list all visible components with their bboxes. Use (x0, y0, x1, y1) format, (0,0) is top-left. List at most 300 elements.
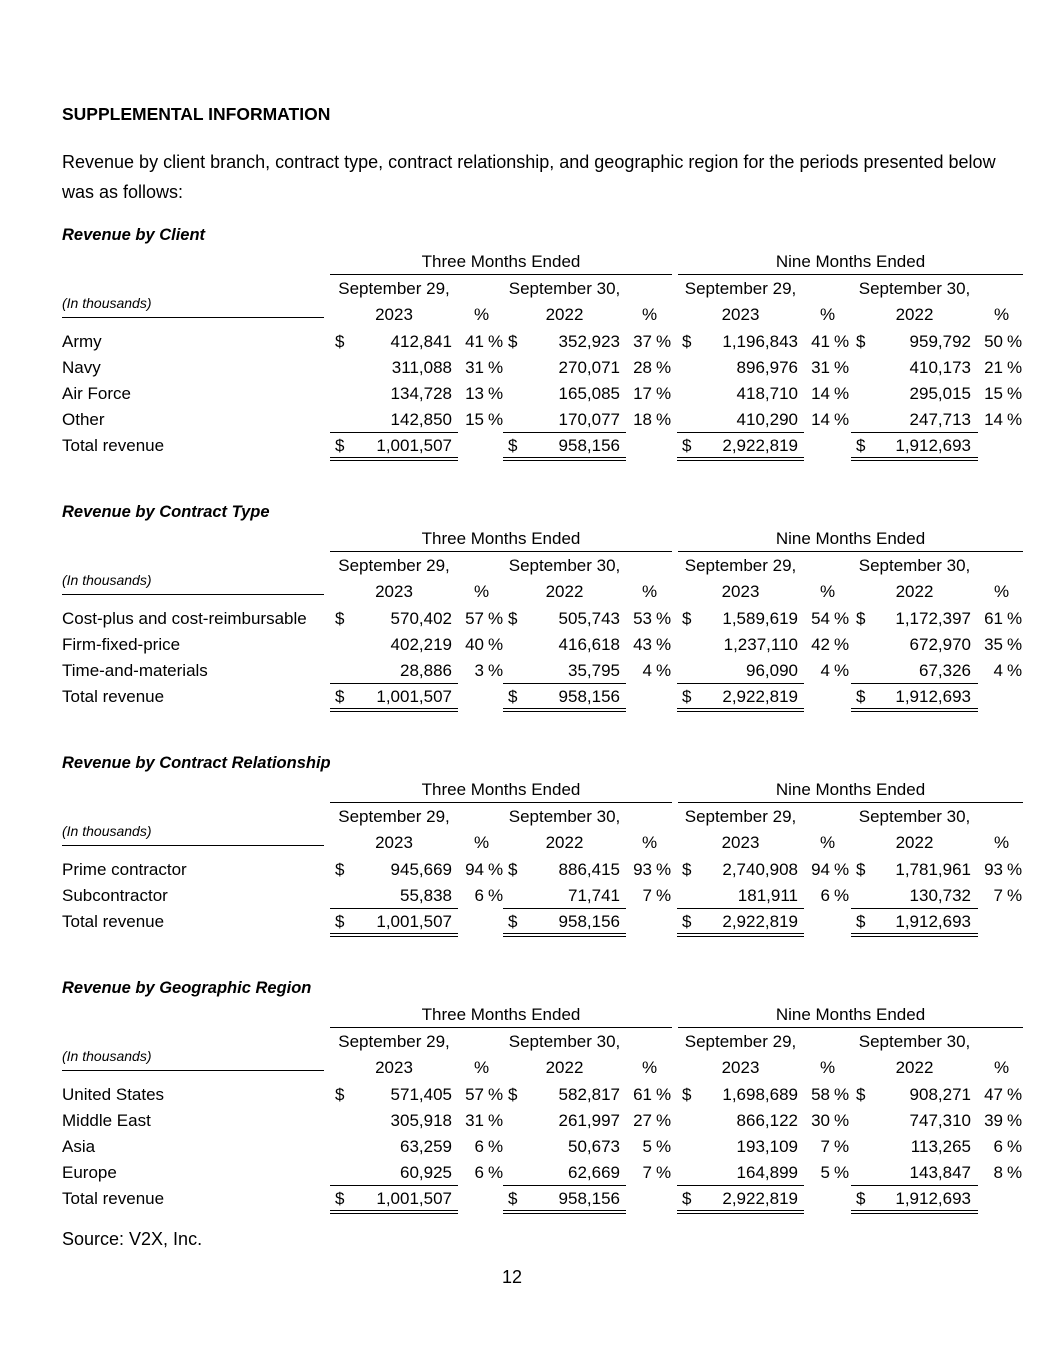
table-row (0, 882, 1055, 908)
amount-cell: 886,415 (558, 860, 620, 879)
total-amount-cell: 1,912,693 (895, 687, 971, 706)
header-year: 2023 (375, 582, 413, 601)
amount-cell: 170,077 (558, 410, 620, 429)
row-label: Time-and-materials (62, 661, 208, 680)
amount-cell: 1,237,110 (723, 635, 798, 654)
amount-cell: 1,196,843 (722, 332, 798, 351)
percent-cell: 6 (474, 1137, 484, 1156)
total-double-rule (677, 457, 804, 461)
total-double-rule (851, 708, 978, 712)
percent-cell: 37 (633, 332, 652, 351)
header-percent: % (474, 1058, 490, 1077)
total-amount-cell: 958,156 (558, 436, 620, 455)
percent-cell: 15 (984, 384, 1003, 403)
percent-cell: 6 (474, 886, 484, 905)
total-top-rule (503, 432, 626, 433)
header-year: 2023 (721, 1058, 760, 1077)
amount-cell: 67,326 (919, 661, 971, 680)
total-row (0, 683, 1055, 709)
total-top-rule (503, 908, 626, 909)
percent-sign: % (1007, 635, 1023, 654)
amount-cell: 866,122 (736, 1111, 798, 1130)
header-date: September 30, (508, 279, 621, 298)
amount-cell: 181,911 (737, 886, 798, 905)
percent-cell: 39 (984, 1111, 1003, 1130)
total-top-rule (330, 1185, 458, 1186)
percent-sign: % (656, 1111, 672, 1130)
total-double-rule (851, 1210, 978, 1214)
amount-cell: 35,795 (568, 661, 620, 680)
row-label: Asia (62, 1137, 96, 1156)
percent-sign: % (834, 1137, 850, 1156)
percent-sign: % (488, 1085, 504, 1104)
total-amount-cell: 1,912,693 (895, 436, 971, 455)
percent-cell: 14 (984, 410, 1003, 429)
table-row (0, 605, 1055, 631)
total-amount-cell: 1,001,507 (376, 1189, 452, 1208)
percent-cell: 6 (993, 1137, 1003, 1156)
percent-sign: % (1007, 886, 1023, 905)
currency-symbol: $ (335, 436, 345, 455)
amount-cell: 402,219 (390, 635, 452, 654)
percent-cell: 94 (811, 860, 830, 879)
percent-sign: % (488, 358, 504, 377)
row-label: Europe (62, 1163, 117, 1182)
amount-cell: 142,850 (390, 410, 452, 429)
percent-sign: % (656, 886, 672, 905)
amount-cell: 247,713 (909, 410, 971, 429)
row-label: United States (62, 1085, 165, 1104)
total-top-rule (677, 683, 804, 684)
row-label: Cost-plus and cost-reimbursable (62, 609, 307, 628)
amount-cell: 165,085 (558, 384, 620, 403)
percent-sign: % (656, 410, 672, 429)
amount-cell: 130,732 (909, 886, 971, 905)
percent-sign: % (656, 358, 672, 377)
percent-sign: % (1007, 1085, 1023, 1104)
amount-cell: 571,405 (390, 1085, 452, 1104)
percent-sign: % (488, 384, 504, 403)
amount-cell: 261,997 (558, 1111, 620, 1130)
amount-cell: 1,172,397 (895, 609, 971, 628)
currency-symbol: $ (682, 609, 692, 628)
header-date: September 29, (684, 807, 797, 826)
percent-sign: % (834, 384, 850, 403)
header-date: September 29, (684, 279, 797, 298)
total-top-rule (851, 908, 978, 909)
amount-cell: 410,173 (909, 358, 971, 377)
amount-cell: 28,886 (400, 661, 452, 680)
header-percent: % (820, 582, 836, 601)
header-date: September 29, (338, 556, 450, 575)
header-date: September 30, (858, 807, 971, 826)
total-amount-cell: 1,912,693 (895, 1189, 971, 1208)
header-percent: % (474, 582, 490, 601)
header-date: September 29, (338, 279, 450, 298)
percent-cell: 35 (984, 635, 1003, 654)
section-title-geographic-region: Revenue by Geographic Region (62, 979, 312, 997)
percent-cell: 6 (474, 1163, 484, 1182)
percent-cell: 21 (984, 358, 1003, 377)
percent-sign: % (1007, 410, 1023, 429)
table-row (0, 856, 1055, 882)
amount-cell: 747,310 (909, 1111, 971, 1130)
currency-symbol: $ (508, 609, 518, 628)
total-top-rule (851, 683, 978, 684)
currency-symbol: $ (508, 912, 518, 931)
amount-cell: 896,976 (736, 358, 798, 377)
percent-cell: 41 (465, 332, 484, 351)
percent-sign: % (1007, 860, 1023, 879)
header-year: 2022 (895, 833, 934, 852)
percent-sign: % (488, 410, 504, 429)
percent-cell: 93 (633, 860, 652, 879)
currency-symbol: $ (682, 860, 692, 879)
amount-cell: 55,838 (400, 886, 452, 905)
header-date: September 30, (858, 1032, 971, 1051)
header-date: September 30, (508, 807, 621, 826)
percent-cell: 53 (633, 609, 652, 628)
total-amount-cell: 2,922,819 (722, 912, 798, 931)
percent-sign: % (656, 384, 672, 403)
table-row (0, 354, 1055, 380)
amount-cell: 410,290 (736, 410, 798, 429)
amount-cell: 505,743 (558, 609, 620, 628)
units-label: (In thousands) (62, 572, 324, 595)
percent-cell: 4 (820, 661, 830, 680)
total-double-rule (330, 933, 458, 937)
header-percent: % (642, 582, 658, 601)
percent-cell: 61 (984, 609, 1003, 628)
header-nine-months-ended: Nine Months Ended (678, 780, 1023, 803)
total-double-rule (503, 457, 626, 461)
header-year: 2022 (895, 582, 934, 601)
currency-symbol: $ (335, 332, 345, 351)
percent-sign: % (488, 860, 504, 879)
total-double-rule (677, 1210, 804, 1214)
currency-symbol: $ (856, 609, 866, 628)
header-nine-months-ended: Nine Months Ended (678, 252, 1023, 275)
total-double-rule (503, 708, 626, 712)
amount-cell: 143,847 (909, 1163, 971, 1182)
percent-sign: % (656, 332, 672, 351)
amount-cell: 672,970 (909, 635, 971, 654)
percent-sign: % (656, 1163, 672, 1182)
currency-symbol: $ (682, 1085, 692, 1104)
header-nine-months-ended: Nine Months Ended (678, 529, 1023, 552)
header-percent: % (994, 582, 1010, 601)
total-top-rule (330, 683, 458, 684)
percent-sign: % (488, 886, 504, 905)
header-percent: % (474, 833, 490, 852)
percent-sign: % (1007, 384, 1023, 403)
percent-sign: % (834, 1163, 850, 1182)
percent-sign: % (656, 1137, 672, 1156)
percent-cell: 7 (993, 886, 1003, 905)
currency-symbol: $ (508, 1189, 518, 1208)
total-double-rule (851, 457, 978, 461)
currency-symbol: $ (508, 332, 518, 351)
amount-cell: 418,710 (736, 384, 798, 403)
total-amount-cell: 2,922,819 (722, 436, 798, 455)
percent-cell: 57 (465, 1085, 484, 1104)
percent-sign: % (656, 635, 672, 654)
currency-symbol: $ (856, 1189, 866, 1208)
percent-sign: % (834, 661, 850, 680)
header-date: September 30, (508, 556, 621, 575)
percent-sign: % (834, 1085, 850, 1104)
table-row (0, 328, 1055, 354)
section-title-contract-type: Revenue by Contract Type (62, 503, 270, 521)
total-double-rule (503, 1210, 626, 1214)
percent-cell: 61 (633, 1085, 652, 1104)
row-label: Subcontractor (62, 886, 168, 905)
amount-cell: 60,925 (400, 1163, 452, 1182)
percent-sign: % (488, 609, 504, 628)
amount-cell: 311,088 (391, 358, 452, 377)
total-top-rule (677, 908, 804, 909)
amount-cell: 270,071 (558, 358, 620, 377)
currency-symbol: $ (682, 912, 692, 931)
row-label: Prime contractor (62, 860, 187, 879)
percent-sign: % (834, 886, 850, 905)
currency-symbol: $ (508, 436, 518, 455)
header-year: 2022 (545, 582, 584, 601)
currency-symbol: $ (508, 687, 518, 706)
percent-cell: 13 (465, 384, 484, 403)
percent-sign: % (656, 661, 672, 680)
amount-cell: 134,728 (390, 384, 452, 403)
header-date: September 30, (858, 279, 971, 298)
total-amount-cell: 958,156 (558, 912, 620, 931)
total-label: Total revenue (62, 436, 165, 455)
row-label: Other (62, 410, 105, 429)
header-date: September 29, (684, 556, 797, 575)
row-label: Navy (62, 358, 101, 377)
total-amount-cell: 1,001,507 (376, 912, 452, 931)
total-amount-cell: 958,156 (558, 687, 620, 706)
total-top-rule (851, 432, 978, 433)
table-row (0, 1081, 1055, 1107)
percent-cell: 27 (633, 1111, 652, 1130)
percent-sign: % (1007, 661, 1023, 680)
units-label: (In thousands) (62, 1048, 324, 1071)
amount-cell: 96,090 (746, 661, 798, 680)
amount-cell: 945,669 (390, 860, 452, 879)
table-row (0, 406, 1055, 432)
percent-cell: 14 (811, 410, 830, 429)
percent-cell: 18 (633, 410, 652, 429)
amount-cell: 71,741 (568, 886, 620, 905)
total-top-rule (851, 1185, 978, 1186)
header-three-months-ended: Three Months Ended (330, 529, 672, 552)
percent-sign: % (1007, 1163, 1023, 1182)
total-row (0, 432, 1055, 458)
currency-symbol: $ (335, 609, 345, 628)
currency-symbol: $ (682, 436, 692, 455)
total-amount-cell: 1,912,693 (895, 912, 971, 931)
header-year: 2023 (375, 833, 413, 852)
currency-symbol: $ (335, 860, 345, 879)
row-label: Middle East (62, 1111, 151, 1130)
percent-cell: 93 (984, 860, 1003, 879)
amount-cell: 352,923 (558, 332, 620, 351)
percent-cell: 5 (820, 1163, 830, 1182)
percent-sign: % (834, 358, 850, 377)
amount-cell: 2,740,908 (722, 860, 798, 879)
header-date: September 30, (508, 1032, 621, 1051)
currency-symbol: $ (856, 912, 866, 931)
currency-symbol: $ (682, 687, 692, 706)
header-date: September 29, (338, 807, 450, 826)
percent-cell: 15 (465, 410, 484, 429)
header-percent: % (994, 1058, 1010, 1077)
amount-cell: 582,817 (558, 1085, 620, 1104)
percent-sign: % (488, 661, 504, 680)
percent-cell: 8 (993, 1163, 1003, 1182)
percent-cell: 43 (633, 635, 652, 654)
amount-cell: 62,669 (568, 1163, 620, 1182)
header-year: 2022 (545, 833, 584, 852)
total-amount-cell: 2,922,819 (722, 1189, 798, 1208)
percent-cell: 31 (465, 1111, 484, 1130)
percent-sign: % (656, 609, 672, 628)
header-percent: % (994, 833, 1010, 852)
header-three-months-ended: Three Months Ended (330, 780, 672, 803)
total-double-rule (503, 933, 626, 937)
currency-symbol: $ (508, 860, 518, 879)
percent-sign: % (488, 1111, 504, 1130)
percent-cell: 3 (474, 661, 484, 680)
table-row (0, 1159, 1055, 1185)
currency-symbol: $ (856, 687, 866, 706)
percent-sign: % (1007, 609, 1023, 628)
amount-cell: 416,618 (558, 635, 620, 654)
currency-symbol: $ (335, 1189, 345, 1208)
header-three-months-ended: Three Months Ended (330, 1005, 672, 1028)
table-row (0, 631, 1055, 657)
header-year: 2023 (375, 305, 413, 324)
currency-symbol: $ (856, 332, 866, 351)
percent-sign: % (834, 609, 850, 628)
header-percent: % (474, 305, 490, 324)
amount-cell: 305,918 (390, 1111, 452, 1130)
total-double-rule (330, 457, 458, 461)
header-date: September 29, (684, 1032, 797, 1051)
currency-symbol: $ (335, 1085, 345, 1104)
units-label: (In thousands) (62, 823, 324, 846)
total-label: Total revenue (62, 687, 165, 706)
amount-cell: 1,781,961 (895, 860, 971, 879)
header-year: 2022 (545, 1058, 584, 1077)
percent-cell: 7 (820, 1137, 830, 1156)
amount-cell: 50,673 (568, 1137, 620, 1156)
header-percent: % (820, 305, 836, 324)
table-row (0, 1107, 1055, 1133)
amount-cell: 193,109 (736, 1137, 798, 1156)
percent-cell: 7 (642, 1163, 652, 1182)
percent-sign: % (1007, 332, 1023, 351)
header-year: 2023 (721, 305, 760, 324)
percent-sign: % (834, 332, 850, 351)
percent-sign: % (1007, 1137, 1023, 1156)
header-percent: % (642, 305, 658, 324)
amount-cell: 959,792 (909, 332, 971, 351)
table-row (0, 380, 1055, 406)
total-amount-cell: 1,001,507 (376, 436, 452, 455)
percent-cell: 30 (811, 1111, 830, 1130)
total-double-rule (851, 933, 978, 937)
amount-cell: 164,899 (736, 1163, 798, 1182)
source-note: Source: V2X, Inc. (62, 1229, 203, 1249)
percent-cell: 6 (820, 886, 830, 905)
table-row (0, 1133, 1055, 1159)
header-year: 2023 (721, 833, 760, 852)
percent-sign: % (1007, 358, 1023, 377)
total-row (0, 908, 1055, 934)
page-number: 12 (501, 1267, 523, 1287)
percent-cell: 47 (984, 1085, 1003, 1104)
row-label: Army (62, 332, 102, 351)
row-label: Air Force (62, 384, 131, 403)
total-label: Total revenue (62, 1189, 165, 1208)
amount-cell: 63,259 (400, 1137, 452, 1156)
amount-cell: 295,015 (909, 384, 971, 403)
header-three-months-ended: Three Months Ended (330, 252, 672, 275)
currency-symbol: $ (856, 1085, 866, 1104)
percent-sign: % (834, 635, 850, 654)
total-double-rule (330, 708, 458, 712)
percent-sign: % (1007, 1111, 1023, 1130)
header-year: 2022 (545, 305, 584, 324)
header-year: 2022 (895, 305, 934, 324)
percent-cell: 14 (811, 384, 830, 403)
total-top-rule (503, 1185, 626, 1186)
percent-sign: % (834, 1111, 850, 1130)
total-top-rule (677, 1185, 804, 1186)
amount-cell: 908,271 (909, 1085, 971, 1104)
header-year: 2022 (895, 1058, 934, 1077)
percent-cell: 57 (465, 609, 484, 628)
total-label: Total revenue (62, 912, 165, 931)
page-heading: SUPPLEMENTAL INFORMATION (62, 104, 331, 124)
percent-sign: % (656, 1085, 672, 1104)
header-year: 2023 (721, 582, 760, 601)
header-year: 2023 (375, 1058, 413, 1077)
percent-cell: 28 (633, 358, 652, 377)
units-label: (In thousands) (62, 295, 324, 318)
header-date: September 29, (338, 1032, 450, 1051)
section-title-contract-relationship: Revenue by Contract Relationship (62, 754, 331, 772)
percent-cell: 4 (993, 661, 1003, 680)
currency-symbol: $ (335, 687, 345, 706)
total-top-rule (330, 908, 458, 909)
currency-symbol: $ (856, 860, 866, 879)
percent-sign: % (488, 635, 504, 654)
currency-symbol: $ (682, 332, 692, 351)
percent-sign: % (656, 860, 672, 879)
header-percent: % (642, 1058, 658, 1077)
total-amount-cell: 2,922,819 (722, 687, 798, 706)
percent-cell: 54 (811, 609, 830, 628)
currency-symbol: $ (335, 912, 345, 931)
header-percent: % (994, 305, 1010, 324)
header-date: September 30, (858, 556, 971, 575)
percent-sign: % (488, 332, 504, 351)
percent-cell: 40 (465, 635, 484, 654)
total-amount-cell: 1,001,507 (376, 687, 452, 706)
percent-cell: 5 (642, 1137, 652, 1156)
